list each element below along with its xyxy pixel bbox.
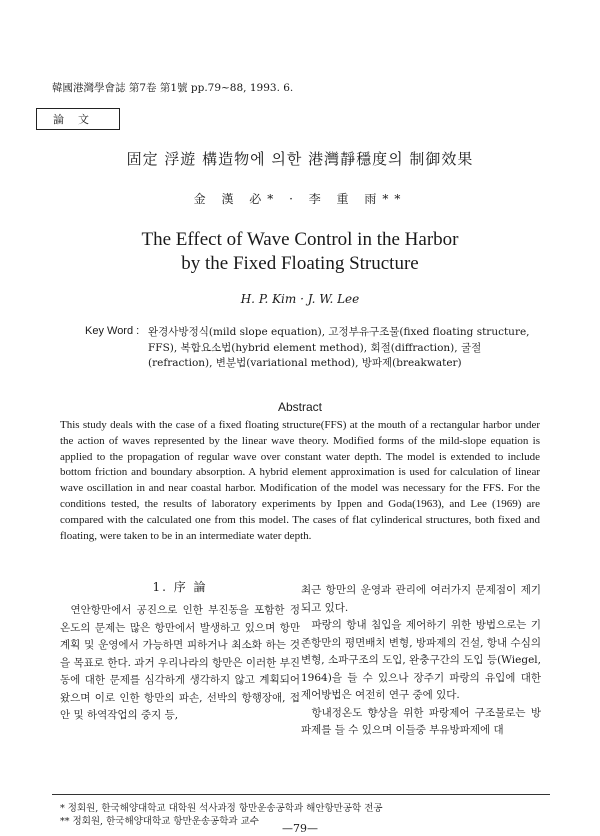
article-category-badge: 論文 (36, 108, 120, 130)
intro-paragraph-1: 연안항만에서 공진으로 인한 부진동을 포함한 정온도의 문제는 많은 항만에서 발생하고 있으며 항만계획 및 운영에서 가능하면 피하거나 최소화 하는 것을 목표로 한다. 과거 우리나라의 항만은 이러한 부진동에 대한 문제를 심각하게 생각하지 않고 계획되어 왔으며 이로 인한 항만의 파손, 선박의 항행장애, 접안 및 하역작업의 중지 등, (60, 604, 300, 721)
english-title (0, 228, 600, 276)
right-column (301, 582, 541, 740)
intro-paragraph-continued: 최근 항만의 운영과 관리에 여러가지 문제점이 제기되고 있다. (301, 584, 541, 614)
keywords-label: Key Word : (85, 325, 140, 337)
journal-citation: 韓國港灣學會誌 第7卷 第1號 pp.79~88, 1993. 6. (52, 82, 294, 94)
abstract-heading: Abstract (277, 400, 322, 414)
page-number: —79— (282, 822, 318, 835)
abstract-text: This study deals with the case of a fixed floating structure(FFS) at the mouth of a rectangular harbor under the action of waves represented by the linear wave theory. Modified forms of the mild-slope equation is applied to the propagation of regular wave over constant water depth. The model is extended to include bottom friction and boundary absorption. A hybrid element approximation is used for calculation of linear wave oscillation in and near coastal harbor. Modification of the model was necessary for the FFS. For the conditions tested, the results of laboratory experiments by Ippen and Goda(1963), and Lee (1969) are compared with the calculated one from this model. The cases of flat cylinderical structures, both fixed and floating, were taken to be in an intermediate water depth. (60, 419, 540, 542)
footnote-1: * 정회원, 한국해양대학교 대학원 석사과정 항만운송공학과 해안항만공학 전공 (60, 803, 383, 814)
footnote-divider (52, 794, 550, 795)
left-column (60, 602, 300, 725)
english-authors: H. P. Kim · J. W. Lee (240, 292, 360, 306)
intro-paragraph-2: 파랑의 항내 침입을 제어하기 위한 방법으로는 기존항만의 평면배치 변형, 방파제의 건설, 항내 수심의 변형, 소파구조의 도입, 완충구간의 도입 등(Wiegel, 1964)을 들 수 있으나 장주기 파랑의 유입에 대한 제어방법은 여전히 연구 중에 있다. (301, 619, 541, 701)
section-heading-introduction: 1. 序 論 (152, 580, 208, 594)
english-title-line-2: by the Fixed Floating Structure (181, 253, 419, 274)
korean-authors: 金 漢 必* · 李 重 雨** (193, 192, 407, 206)
keywords-text: 완경사방정식(mild slope equation), 고정부유구조물(fixed floating structure, FFS), 복합요소법(hybrid element method), 회절(diffraction), 굴절(refraction), 변분법(variational method), 방파제(breakwater) (148, 326, 530, 369)
intro-paragraph-3: 항내정온도 향상을 위한 파랑제어 구조물로는 방파제를 들 수 있으며 이들중 부유방파제에 대 (301, 706, 541, 736)
english-title-line-1: The Effect of Wave Control in the Harbor (141, 229, 459, 250)
footnote-2: ** 정회원, 한국해양대학교 항만운송공학과 교수 (60, 816, 259, 827)
korean-title: 固定 浮遊 構造物에 의한 港灣靜穩度의 制御效果 (126, 150, 474, 168)
